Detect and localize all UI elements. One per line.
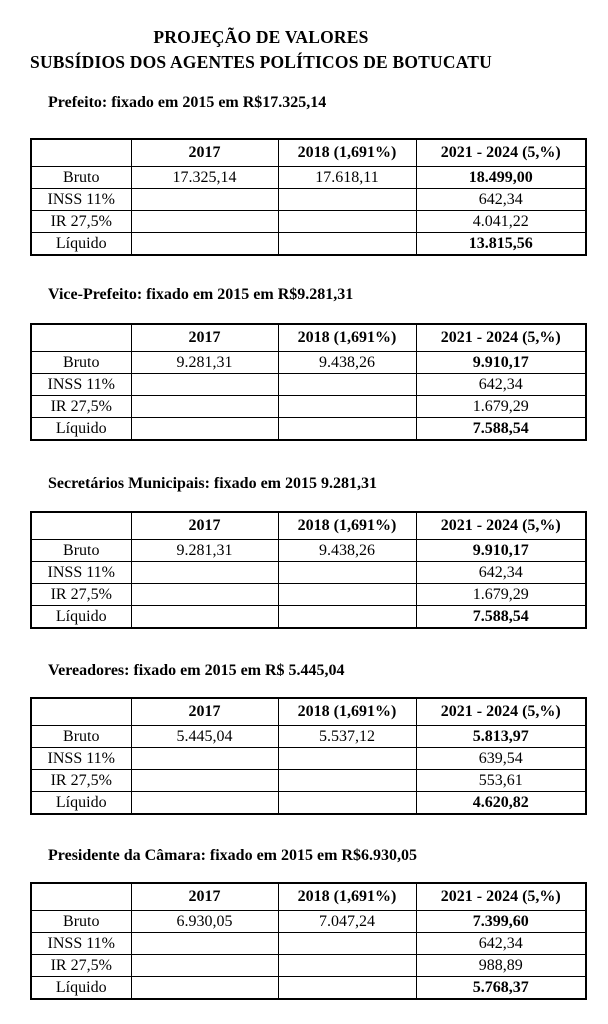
projection-table-vereadores [30, 697, 587, 815]
column-header: 2017 [131, 512, 278, 540]
value-cell [131, 977, 278, 1000]
value-cell: 5.813,97 [416, 726, 586, 748]
section-heading-vice-prefeito: Vice-Prefeito: fixado em 2015 em R$9.281,31 [48, 286, 354, 303]
table-row [31, 211, 586, 233]
column-header [31, 324, 131, 352]
value-cell [131, 770, 278, 792]
value-cell [278, 374, 416, 396]
column-header: 2017 [131, 698, 278, 726]
value-cell [278, 977, 416, 1000]
projection-table-prefeito [30, 138, 587, 256]
column-header [31, 139, 131, 167]
section-heading-secretarios: Secretários Municipais: fixado em 2015 9.281,31 [48, 475, 378, 492]
value-cell: 7.399,60 [416, 911, 586, 933]
value-cell [131, 374, 278, 396]
header-row [31, 883, 586, 911]
value-cell: 5.768,37 [416, 977, 586, 1000]
row-label-cell: INSS 11% [31, 189, 131, 211]
value-cell: 6.930,05 [131, 911, 278, 933]
projection-table-vice-prefeito [30, 323, 587, 441]
column-header: 2018 (1,691%) [278, 512, 416, 540]
row-label-cell: IR 27,5% [31, 770, 131, 792]
row-label-cell: IR 27,5% [31, 584, 131, 606]
table-row [31, 606, 586, 629]
column-header [31, 883, 131, 911]
row-label-cell: IR 27,5% [31, 396, 131, 418]
value-cell [278, 396, 416, 418]
row-label-cell: Bruto [31, 352, 131, 374]
row-label-cell: Líquido [31, 233, 131, 256]
value-cell [278, 233, 416, 256]
column-header: 2021 - 2024 (5,%) [416, 883, 586, 911]
value-cell [278, 418, 416, 441]
table-row [31, 167, 586, 189]
column-header: 2017 [131, 139, 278, 167]
value-cell [131, 584, 278, 606]
table-row [31, 726, 586, 748]
value-cell: 639,54 [416, 748, 586, 770]
value-cell: 4.041,22 [416, 211, 586, 233]
column-header: 2018 (1,691%) [278, 883, 416, 911]
section-heading-prefeito: Prefeito: fixado em 2015 em R$17.325,14 [48, 94, 327, 111]
value-cell [278, 584, 416, 606]
projection-table-presidente-camara [30, 882, 587, 1000]
column-header: 2018 (1,691%) [278, 698, 416, 726]
value-cell [278, 792, 416, 815]
title-line-1: PROJEÇÃO DE VALORES [153, 27, 369, 47]
table-row [31, 374, 586, 396]
value-cell [131, 606, 278, 629]
value-cell: 9.438,26 [278, 540, 416, 562]
value-cell [131, 562, 278, 584]
header-row [31, 139, 586, 167]
value-cell: 553,61 [416, 770, 586, 792]
value-cell: 642,34 [416, 189, 586, 211]
table-row [31, 770, 586, 792]
header-row [31, 698, 586, 726]
row-label-cell: IR 27,5% [31, 955, 131, 977]
row-label-cell: INSS 11% [31, 374, 131, 396]
column-header: 2018 (1,691%) [278, 139, 416, 167]
value-cell: 5.445,04 [131, 726, 278, 748]
value-cell [131, 792, 278, 815]
column-header: 2021 - 2024 (5,%) [416, 698, 586, 726]
value-cell: 17.618,11 [278, 167, 416, 189]
value-cell: 642,34 [416, 562, 586, 584]
projection-table-secretarios [30, 511, 587, 629]
table-row [31, 396, 586, 418]
value-cell [278, 211, 416, 233]
table-row [31, 418, 586, 441]
section-heading-presidente-camara: Presidente da Câmara: fixado em 2015 em R$6.930,05 [48, 847, 417, 864]
column-header: 2021 - 2024 (5,%) [416, 139, 586, 167]
table-row [31, 977, 586, 1000]
column-header: 2017 [131, 324, 278, 352]
value-cell [131, 396, 278, 418]
column-header [31, 512, 131, 540]
column-header: 2021 - 2024 (5,%) [416, 324, 586, 352]
value-cell [278, 562, 416, 584]
header-row [31, 324, 586, 352]
value-cell [131, 233, 278, 256]
value-cell: 9.438,26 [278, 352, 416, 374]
value-cell [131, 748, 278, 770]
table-row [31, 584, 586, 606]
value-cell: 18.499,00 [416, 167, 586, 189]
value-cell: 5.537,12 [278, 726, 416, 748]
value-cell: 17.325,14 [131, 167, 278, 189]
row-label-cell: INSS 11% [31, 933, 131, 955]
table-row [31, 933, 586, 955]
row-label-cell: Bruto [31, 167, 131, 189]
value-cell [131, 189, 278, 211]
column-header [31, 698, 131, 726]
column-header: 2018 (1,691%) [278, 324, 416, 352]
value-cell [278, 748, 416, 770]
row-label-cell: INSS 11% [31, 748, 131, 770]
title-line-2: SUBSÍDIOS DOS AGENTES POLÍTICOS DE BOTUCATU [30, 52, 492, 72]
row-label-cell: Bruto [31, 911, 131, 933]
value-cell: 642,34 [416, 374, 586, 396]
row-label-cell: INSS 11% [31, 562, 131, 584]
table-row [31, 792, 586, 815]
value-cell [131, 211, 278, 233]
value-cell: 9.910,17 [416, 352, 586, 374]
value-cell [278, 770, 416, 792]
table-row [31, 233, 586, 256]
value-cell [278, 189, 416, 211]
value-cell: 988,89 [416, 955, 586, 977]
value-cell [278, 955, 416, 977]
row-label-cell: Bruto [31, 726, 131, 748]
value-cell [278, 606, 416, 629]
value-cell: 7.588,54 [416, 418, 586, 441]
row-label-cell: Líquido [31, 606, 131, 629]
row-label-cell: IR 27,5% [31, 211, 131, 233]
value-cell [131, 418, 278, 441]
table-row [31, 540, 586, 562]
column-header: 2017 [131, 883, 278, 911]
column-header: 2021 - 2024 (5,%) [416, 512, 586, 540]
table-row [31, 955, 586, 977]
value-cell: 1.679,29 [416, 396, 586, 418]
value-cell [278, 933, 416, 955]
value-cell: 9.281,31 [131, 540, 278, 562]
table-row [31, 911, 586, 933]
section-heading-vereadores: Vereadores: fixado em 2015 em R$ 5.445,04 [48, 662, 345, 679]
row-label-cell: Líquido [31, 792, 131, 815]
value-cell: 9.281,31 [131, 352, 278, 374]
value-cell: 7.047,24 [278, 911, 416, 933]
table-row [31, 189, 586, 211]
value-cell [131, 955, 278, 977]
value-cell: 7.588,54 [416, 606, 586, 629]
table-row [31, 748, 586, 770]
row-label-cell: Bruto [31, 540, 131, 562]
value-cell: 4.620,82 [416, 792, 586, 815]
value-cell: 642,34 [416, 933, 586, 955]
document-title [0, 25, 522, 75]
value-cell [131, 933, 278, 955]
header-row [31, 512, 586, 540]
value-cell: 13.815,56 [416, 233, 586, 256]
value-cell: 9.910,17 [416, 540, 586, 562]
table-row [31, 562, 586, 584]
row-label-cell: Líquido [31, 418, 131, 441]
value-cell: 1.679,29 [416, 584, 586, 606]
table-row [31, 352, 586, 374]
row-label-cell: Líquido [31, 977, 131, 1000]
